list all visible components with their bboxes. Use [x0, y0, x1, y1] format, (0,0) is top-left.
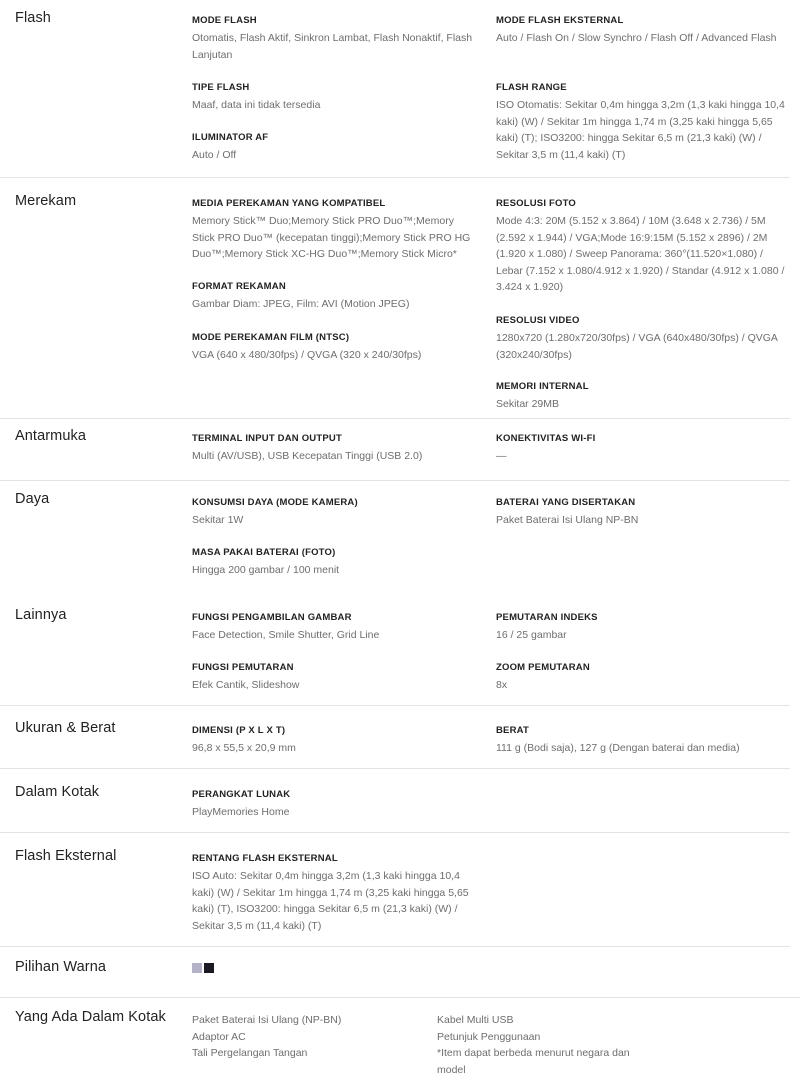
spec-value: Maaf, data ini tidak tersedia: [192, 99, 321, 111]
spec-label: PERANGKAT LUNAK: [192, 789, 291, 800]
spec-label: FUNGSI PEMUTARAN: [192, 662, 294, 673]
section-title: Antarmuka: [15, 428, 87, 444]
spec-label: RENTANG FLASH EKSTERNAL: [192, 853, 338, 864]
spec-value: Sekitar 29MB: [496, 398, 560, 410]
spec-item: [496, 724, 791, 757]
section-ukuran-berat: [0, 706, 790, 769]
spec-item: [496, 432, 791, 465]
spec-label: BATERAI YANG DISERTAKAN: [496, 497, 636, 508]
spec-value: Mode 4:3: 20M (5.152 x 3.864) / 10M (3.648 x 2.736) / 5M (2.592 x 1.944) / VGA;Mode 16:9:15M (5.152 x 2896) / 2M (1.920 x 1.080) / Sweep Panorama: 360°(11.520×1.080) / Lebar (7.152 x 1.080/4.912 x 1.920) / Standar (4.912 x 1.080 / 3.424 x 1.920): [496, 215, 785, 293]
spec-value: Paket Baterai Isi Ulang NP-BN: [496, 514, 639, 526]
spec-label: FUNGSI PENGAMBILAN GAMBAR: [192, 612, 352, 623]
spec-value: Memory Stick™ Duo;Memory Stick PRO Duo™;Memory Stick PRO Duo™ (kecepatan tinggi);Memory Stick PRO HG Duo™;Memory Stick XC-HG Duo™;Memory Stick Micro*: [192, 215, 471, 260]
spec-item: [192, 611, 477, 644]
spec-label: DIMENSI (P X L X T): [192, 725, 286, 736]
section-pilihan-warna: [0, 947, 800, 998]
spec-value: 16 / 25 gambar: [496, 629, 567, 641]
spec-label: MASA PAKAI BATERAI (FOTO): [192, 547, 336, 558]
color-swatch-silver[interactable]: [192, 963, 202, 973]
spec-value: —: [496, 450, 507, 462]
spec-label: MODE FLASH: [192, 15, 257, 26]
spec-item: [192, 661, 477, 694]
box-item: Kabel Multi USB: [437, 1014, 514, 1026]
section-title: Merekam: [15, 193, 77, 209]
section-flash-eksternal: [0, 833, 790, 947]
spec-value: 96,8 x 55,5 x 20,9 mm: [192, 742, 296, 754]
spec-value: Efek Cantik, Slideshow: [192, 679, 300, 691]
spec-item: [192, 496, 477, 529]
section-title: Pilihan Warna: [15, 959, 107, 975]
section-flash: [0, 0, 790, 178]
section-title: Lainnya: [15, 607, 67, 623]
spec-value: Auto / Flash On / Slow Synchro / Flash Off / Advanced Flash: [496, 32, 777, 44]
spec-label: MODE PEREKAMAN FILM (NTSC): [192, 332, 350, 343]
spec-item: [192, 280, 477, 313]
section-title: Dalam Kotak: [15, 784, 100, 800]
spec-value: Sekitar 1W: [192, 514, 244, 526]
spec-label: RESOLUSI FOTO: [496, 198, 577, 209]
spec-label: PEMUTARAN INDEKS: [496, 612, 598, 623]
section-yang-ada-dalam-kotak: [0, 998, 790, 1085]
spec-value: 1280x720 (1.280x720/30fps) / VGA (640x480/30fps) / QVGA (320x240/30fps): [496, 332, 778, 361]
spec-item: [496, 661, 791, 694]
spec-value: Multi (AV/USB), USB Kecepatan Tinggi (USB 2.0): [192, 450, 423, 462]
spec-label: FORMAT REKAMAN: [192, 281, 286, 292]
spec-item: [496, 611, 791, 644]
spec-value: Otomatis, Flash Aktif, Sinkron Lambat, Flash Nonaktif, Flash Lanjutan: [192, 32, 473, 61]
section-lainnya: [0, 599, 790, 706]
spec-value: Auto / Off: [192, 149, 237, 161]
spec-label: ZOOM PEMUTARAN: [496, 662, 590, 673]
spec-label: TIPE FLASH: [192, 82, 250, 93]
section-merekam: [0, 178, 790, 419]
box-item: Tali Pergelangan Tangan: [192, 1047, 308, 1059]
box-item: Paket Baterai Isi Ulang (NP-BN): [192, 1014, 342, 1026]
spec-item: [192, 724, 477, 757]
spec-value: VGA (640 x 480/30fps) / QVGA (320 x 240/30fps): [192, 349, 422, 361]
spec-value: PlayMemories Home: [192, 806, 290, 818]
spec-item: [192, 788, 477, 821]
color-swatches: [192, 963, 214, 973]
section-antarmuka: [0, 419, 790, 481]
box-item: Petunjuk Penggunaan: [437, 1030, 541, 1043]
spec-item: [496, 496, 791, 529]
spec-item: [192, 14, 477, 63]
spec-value: ISO Auto: Sekitar 0,4m hingga 3,2m (1,3 kaki hingga 10,4 kaki) (W) / Sekitar 1m hingga 1,74 m (3,25 kaki hingga 5,65 kaki) (T), ISO3200: hingga Sekitar 6,5 m (21,3 kaki) (W) / Sekitar 3,5 m (11,4 kaki) (T): [192, 870, 469, 932]
section-title: Flash Eksternal: [15, 848, 117, 864]
spec-label: MODE FLASH EKSTERNAL: [496, 15, 624, 26]
spec-value: Gambar Diam: JPEG, Film: AVI (Motion JPEG): [192, 298, 410, 310]
spec-item: [192, 81, 477, 114]
spec-value: 8x: [496, 679, 508, 691]
spec-value: 111 g (Bodi saja), 127 g (Dengan baterai dan media): [496, 742, 740, 754]
spec-label: BERAT: [496, 725, 530, 736]
spec-label: ILUMINATOR AF: [192, 132, 269, 143]
spec-label: MEMORI INTERNAL: [496, 381, 589, 392]
spec-label: TERMINAL INPUT DAN OUTPUT: [192, 433, 342, 444]
spec-item: [496, 14, 791, 47]
spec-item: [496, 380, 791, 413]
spec-label: FLASH RANGE: [496, 82, 567, 93]
spec-label: KONEKTIVITAS WI-FI: [496, 433, 596, 444]
spec-label: MEDIA PEREKAMAN YANG KOMPATIBEL: [192, 198, 386, 209]
section-title: Flash: [15, 10, 51, 26]
spec-item: [496, 197, 791, 296]
box-contents-col1: [192, 1012, 422, 1062]
spec-label: KONSUMSI DAYA (MODE KAMERA): [192, 497, 358, 508]
spec-label: RESOLUSI VIDEO: [496, 315, 580, 326]
section-daya: [0, 481, 790, 599]
spec-value: Face Detection, Smile Shutter, Grid Line: [192, 629, 380, 641]
spec-item: [192, 131, 477, 164]
spec-item: [496, 314, 791, 363]
spec-item: [192, 546, 477, 579]
spec-item: [496, 81, 791, 163]
section-title: Ukuran & Berat: [15, 720, 116, 736]
spec-value: ISO Otomatis: Sekitar 0,4m hingga 3,2m (1,3 kaki hingga 10,4 kaki) (W) / Sekitar 1m hingga 1,74 m (3,25 kaki hingga 5,65 kaki) (T); ISO3200: hingga Sekitar 6,5 m (21,3 kaki) (W) / Sekitar 3,5 m (11,4 kaki) (T): [496, 99, 785, 161]
color-swatch-black[interactable]: [204, 963, 214, 973]
spec-item: [192, 197, 477, 263]
section-title: Daya: [15, 491, 50, 507]
spec-item: [192, 852, 477, 934]
spec-value: Hingga 200 gambar / 100 menit: [192, 564, 340, 576]
spec-item: [192, 432, 477, 465]
box-item: *Item dapat berbeda menurut negara dan model: [437, 1047, 630, 1076]
box-contents-col2: [437, 1012, 652, 1078]
box-item: Adaptor AC: [192, 1030, 246, 1043]
section-title: Yang Ada Dalam Kotak: [15, 1009, 166, 1025]
section-dalam-kotak: [0, 769, 790, 833]
spec-item: [192, 331, 477, 364]
